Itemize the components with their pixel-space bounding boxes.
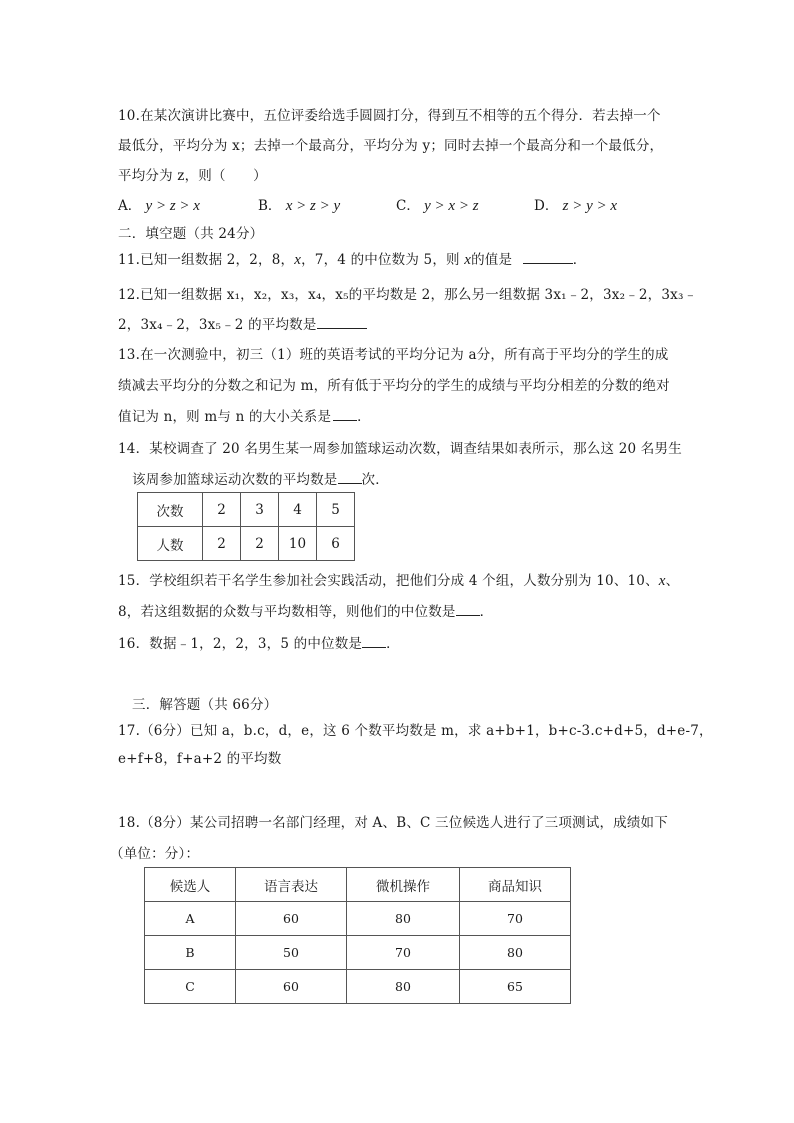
q13-line2: 绩减去平均分的分数之和记为 m，所有低于平均分的学生的成绩与平均分相差的分数的绝对 [118,378,670,394]
q16-answer-blank[interactable] [362,635,386,648]
table-row: B 50 70 80 [145,936,571,970]
q10-line1: 10.在某次演讲比赛中，五位评委给选手圆圆打分，得到互不相等的五个得分．若去掉一个 [118,108,661,124]
q17-line1: 17.（6分）已知 a，b.c，d，e，这 6 个数平均数是 m，求 a+b+1，b+c-3.c+d+5，d+e-7， [118,723,713,739]
q13-answer-blank[interactable] [333,408,357,421]
q14-answer-blank[interactable] [338,471,362,484]
q14-table [137,492,355,561]
q10-option-d: D． z > y > x [534,198,618,214]
table-row: 次数 2 3 4 5 [138,493,355,527]
q11-line: 11.已知一组数据 2，2，8，x，7，4 的中位数为 5，则 x的值是 ． [118,252,587,268]
q10-option-a: A． y > z > x [118,198,200,214]
q10-option-b: B． x > z > y [258,198,341,214]
q12-answer-blank[interactable] [317,316,367,329]
q18-line1: 18.（8分）某公司招聘一名部门经理，对 A、B、C 三位候选人进行了三项测试，成绩如下 [118,815,668,831]
table-row: 人数 2 2 10 6 [138,527,355,561]
q13-line3: 值记为 n，则 m与 n 的大小关系是 ． [118,409,371,425]
q17-line2: e+f+8，f+a+2 的平均数 [118,751,282,767]
q12-line2: 2，3x₄﹣2，3x₅﹣2 的平均数是 [118,313,367,333]
q10-line2: 最低分，平均分为 x；去掉一个最高分，平均分为 y；同时去掉一个最高分和一个最低分， [118,138,664,154]
q18-table [144,867,571,1004]
section2-title: 二．填空题（共 24分） [118,226,264,242]
section3-title: 三．解答题（共 66分） [132,697,278,713]
table-row: A 60 80 70 [145,902,571,936]
table-header-row: 候选人 语言表达 微机操作 商品知识 [145,868,571,902]
q11-answer-blank[interactable] [523,251,573,264]
q15-line2: 8，若这组数据的众数与平均数相等，则他们的中位数是 ． [118,604,494,620]
q15-answer-blank[interactable] [456,603,480,616]
q14-line2: 该周参加篮球运动次数的平均数是 次． [132,472,389,488]
q10-option-c: C． y > x > z [396,198,479,214]
q12-line1: 12.已知一组数据 x₁，x₂，x₃，x₄，x₅的平均数是 2，那么另一组数据 3x₁﹣2，3x₂﹣2，3x₃﹣ [118,287,698,303]
q14-line1: 14．某校调查了 20 名男生某一周参加篮球运动次数，调查结果如表所示，那么这 20 名男生 [118,441,682,457]
q10-line3: 平均分为 z，则（ ） [118,168,267,184]
q15-line1: 15．学校组织若干名学生参加社会实践活动，把他们分成 4 个组，人数分别为 10、10、x、 [118,573,680,589]
q18-line2: （单位：分）： [110,846,200,862]
q16-line: 16．数据﹣1，2，2，3，5 的中位数是 ． [118,636,400,652]
table-row: C 60 80 65 [145,970,571,1004]
q13-line1: 13.在一次测验中，初三（1）班的英语考试的平均分记为 a分，所有高于平均分的学生的成 [118,347,669,363]
